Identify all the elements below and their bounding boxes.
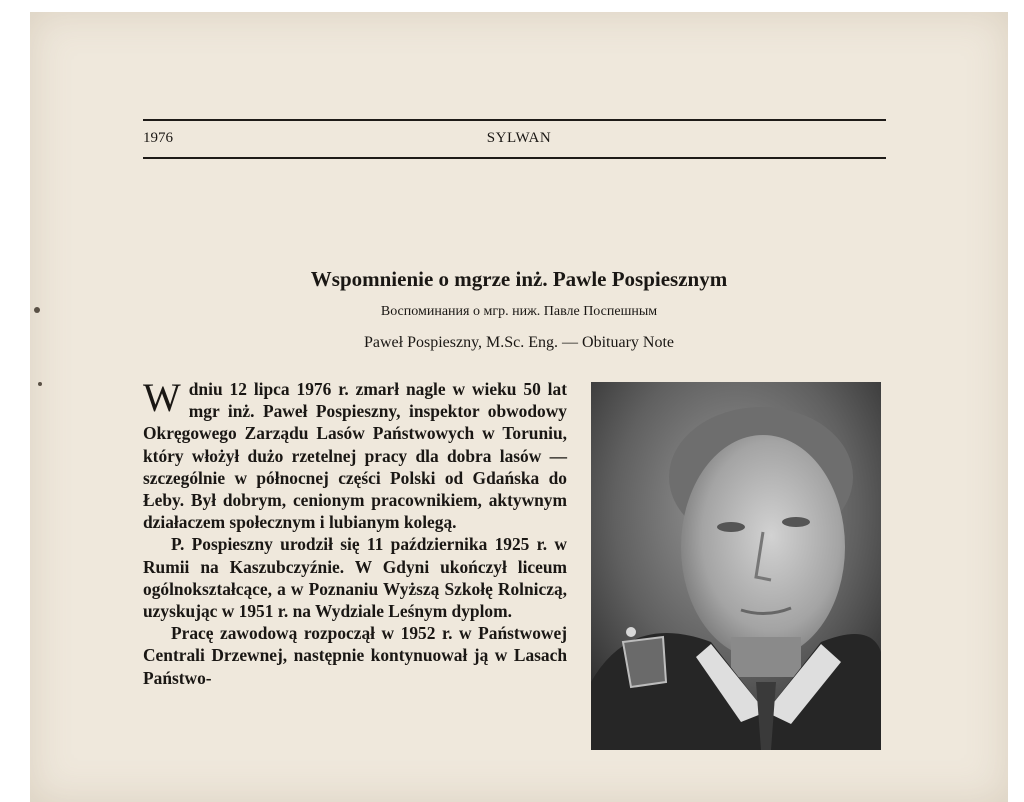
article-body xyxy=(143,375,567,689)
header-rule-top xyxy=(143,119,886,121)
document-page xyxy=(30,12,1008,802)
header-year: 1976 xyxy=(143,130,173,146)
punch-mark-2 xyxy=(38,382,42,386)
header-journal-name: SYLWAN xyxy=(486,130,552,146)
header-rule-bottom xyxy=(143,157,886,159)
paragraph-3: Pracę zawodową rozpoczął w 1952 r. w Państwowej Centrali Drzewnej, następnie kontynuował ją w Lasach Państwo- xyxy=(143,623,567,688)
portrait-illustration xyxy=(591,382,881,750)
article-title-english: Paweł Pospieszny, M.Sc. Eng. — Obituary Note xyxy=(363,334,675,351)
drop-cap: W xyxy=(143,375,181,420)
article-title-russian: Воспоминания о мгр. ниж. Павле Поспешным xyxy=(380,304,658,319)
paragraph-2: P. Pospieszny urodził się 11 października 1925 r. w Rumii na Kaszubczyźnie. W Gdyni ukończył liceum ogólnokształcące, a w Poznaniu Wyższą Szkołę Rolniczą, uzyskując w 1951 r. na Wydziale Leśnym dyplom. xyxy=(143,534,567,622)
punch-mark-1 xyxy=(34,307,40,313)
paragraph-1-text: dniu 12 lipca 1976 r. zmarł nagle w wieku 50 lat mgr inż. Paweł Pospieszny, inspektor obwodowy Okręgowego Zarządu Lasów Państwowych w Toruniu, który włożył dużo rzetelnej pracy dla dobra lasów — szczególnie w północnej części Polski od Gdańska do Łeby. Był dobrym, cenionym pracownikiem, aktywnym działaczem społecznym i lubianym kolegą. xyxy=(143,379,567,533)
article-title: Wspomnienie o mgrze inż. Pawle Pospiesznym xyxy=(310,267,728,291)
portrait-photo xyxy=(591,382,881,750)
paragraph-1 xyxy=(143,375,567,533)
